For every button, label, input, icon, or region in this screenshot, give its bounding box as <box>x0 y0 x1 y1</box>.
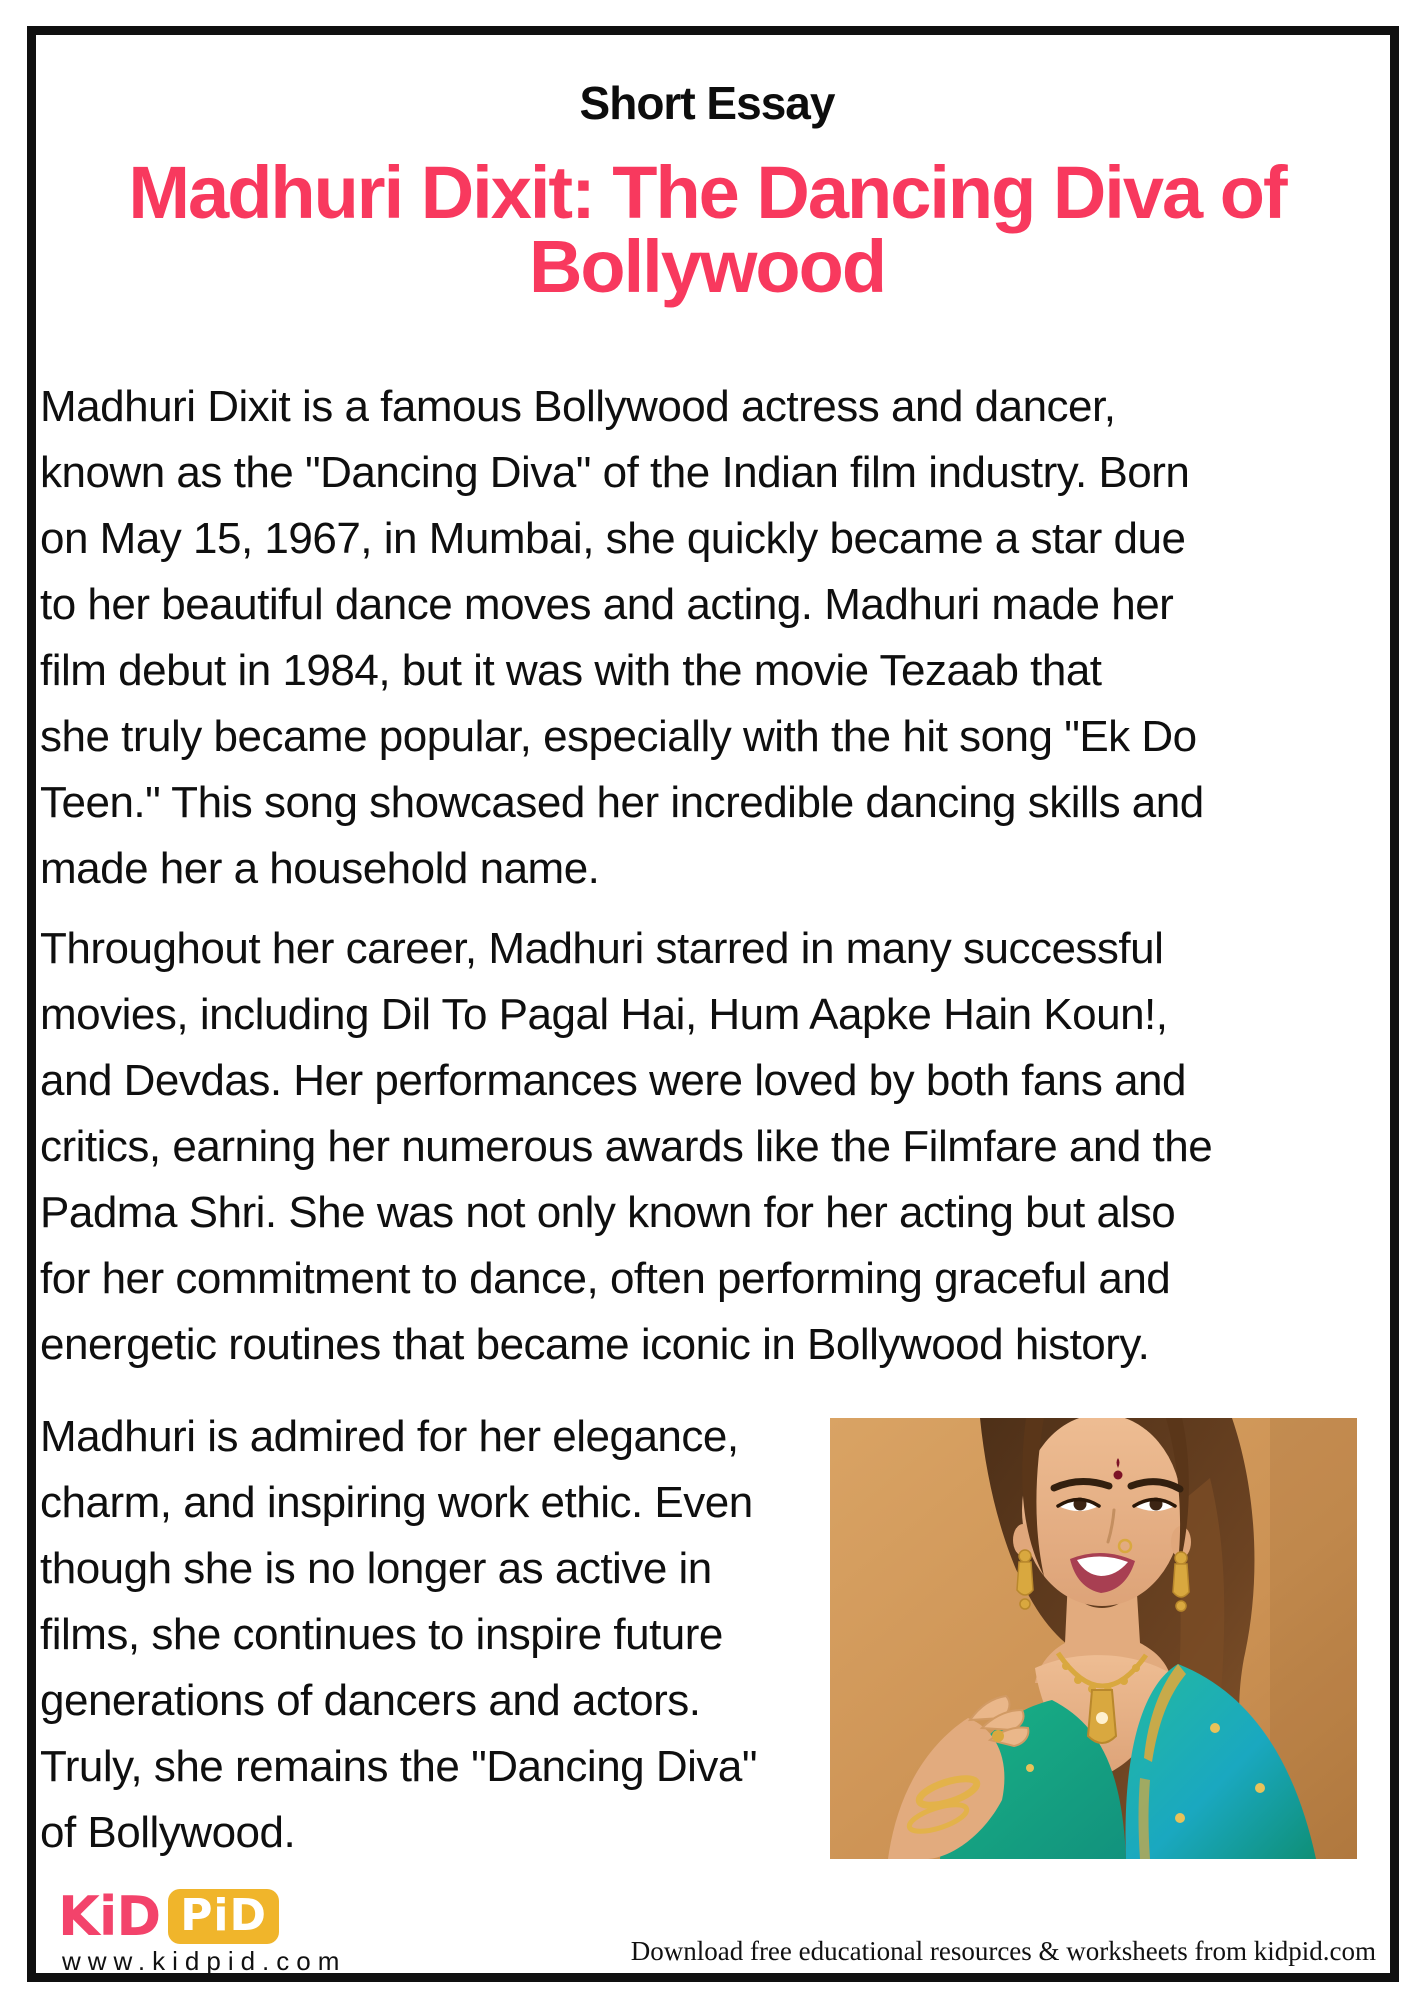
essay-line: Madhuri Dixit is a famous Bollywood actress and dancer, <box>40 382 1116 431</box>
essay-line: critics, earning her numerous awards like the Filmfare and the <box>40 1122 1213 1171</box>
essay-line: films, she continues to inspire future <box>40 1610 723 1659</box>
essay-line: movies, including Dil To Pagal Hai, Hum Aapke Hain Koun!, <box>40 990 1168 1039</box>
essay-line: to her beautiful dance moves and acting. Madhuri made her <box>40 580 1174 629</box>
kidpid-logo <box>58 1884 279 1948</box>
essay-line: for her commitment to dance, often performing graceful and <box>40 1254 1171 1303</box>
essay-line: and Devdas. Her performances were loved by both fans and <box>40 1056 1186 1105</box>
footer-tagline: Download free educational resources & worksheets from kidpid.com <box>630 1936 1376 1966</box>
essay-line: she truly became popular, especially with the hit song "Ek Do <box>40 712 1197 761</box>
madhuri-photo <box>830 1418 1357 1859</box>
essay-line: generations of dancers and actors. <box>40 1676 701 1725</box>
essay-line: known as the "Dancing Diva" of the Indian film industry. Born <box>40 448 1190 497</box>
essay-line: Throughout her career, Madhuri starred in many successful <box>40 924 1164 973</box>
kidpid-website-url: www.kidpid.com <box>62 1946 347 1976</box>
essay-line: though she is no longer as active in <box>40 1544 712 1593</box>
page-title-line2: Bollywood <box>528 225 886 308</box>
essay-line: of Bollywood. <box>40 1808 296 1857</box>
essay-line: Teen." This song showcased her incredible dancing skills and <box>40 778 1204 827</box>
essay-line: on May 15, 1967, in Mumbai, she quickly became a star due <box>40 514 1186 563</box>
essay-line: made her a household name. <box>40 844 600 893</box>
kidpid-logo-kid-text: KiD <box>58 1884 161 1948</box>
kidpid-logo-badge <box>168 1889 279 1944</box>
page-title <box>20 151 1394 308</box>
page-title-line1: Madhuri Dixit: The Dancing Diva of <box>128 151 1286 234</box>
essay-line: Madhuri is admired for her elegance, <box>40 1412 739 1461</box>
essay-line: energetic routines that became iconic in Bollywood history. <box>40 1320 1150 1369</box>
kidpid-logo-pid-text: PiD <box>180 1889 268 1941</box>
paragraph-1 <box>40 374 1380 902</box>
essay-line: charm, and inspiring work ethic. Even <box>40 1478 753 1527</box>
essay-line: Truly, she remains the "Dancing Diva" <box>40 1742 758 1791</box>
essay-kicker: Short Essay <box>579 77 835 129</box>
paragraph-2 <box>40 916 1380 1378</box>
essay-line: film debut in 1984, but it was with the movie Tezaab that <box>40 646 1102 695</box>
paragraph-3 <box>40 1404 840 1866</box>
essay-line: Padma Shri. She was not only known for her acting but also <box>40 1188 1176 1237</box>
